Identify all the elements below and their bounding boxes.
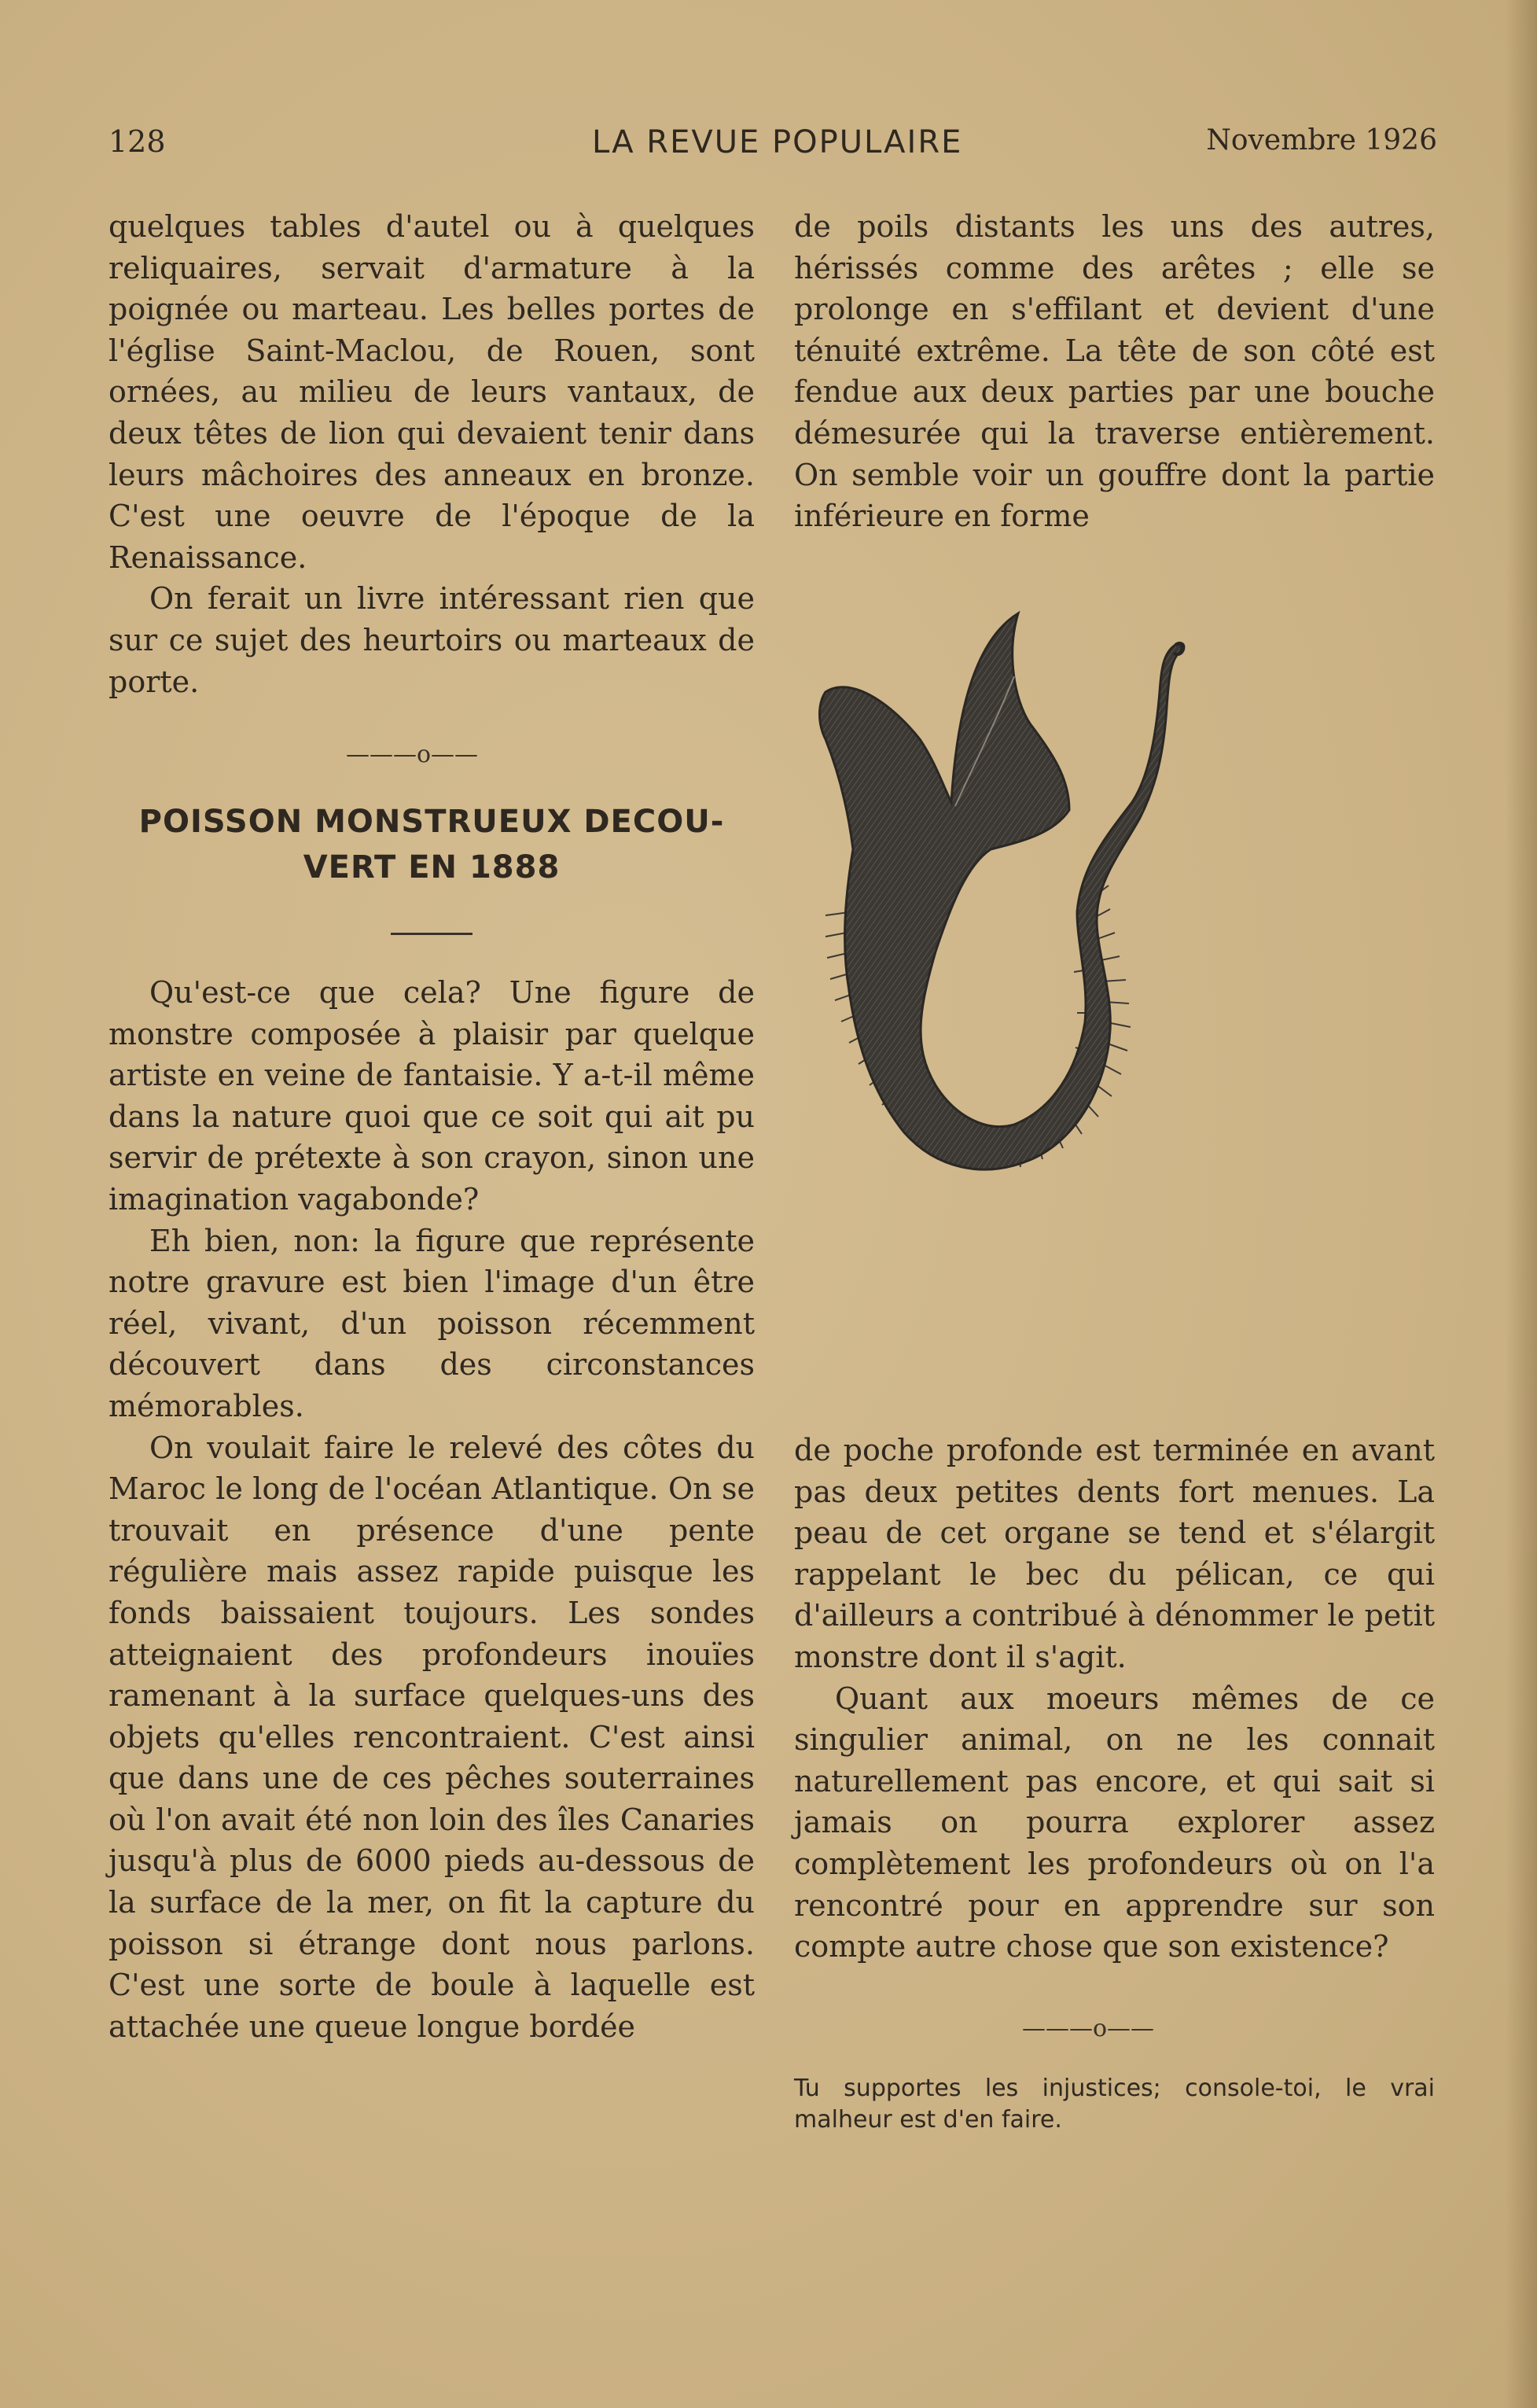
- title-rule: [391, 933, 472, 935]
- paragraph: de poche profonde est terminée en avant pas deux petites dents fort menues. La peau de cet organe se tend et s'élargit rappelant le bec du pélican, ce qui d'ailleurs a contribué à dénommer le petit monstre dont il s'agit.: [794, 1433, 1435, 1674]
- article-title-line: VERT EN 1888: [303, 849, 561, 886]
- article-title-line: POISSON MONSTRUEUX DECOU-: [138, 804, 725, 840]
- fish-body: [820, 613, 1182, 1169]
- paragraph: On voulait faire le relevé des côtes du Maroc le long de l'océan Atlantique. On se trouvait en présence d'une pente régulière mais assez rapide puisque les fonds baissaient toujours. Les sondes atteignaient des profondeurs inouïes ramenant à la surface quelques-uns des objets qu'elles rencontraient. C'est ainsi que dans une de ces pêches souterraines où l'on avait été non loin des îles Canaries jusqu'à plus de 6000 pieds au-dessous de la surface de la mer, on fit la capture du poisson si étrange dont nous parlons. C'est une sorte de boule à laquelle est attachée une queue longue bordée: [108, 1430, 755, 2044]
- page-edge-shadow: [1506, 0, 1537, 2408]
- paragraph: de poils distants les uns des autres, hérissés comme des arêtes ; elle se prolonge en s'effilant et devient d'une ténuité extrême. La tête de son côté est fendue aux deux parties par une bouche démesurée qui la traverse entièrement. On semble voir un gouffre dont la partie inférieure en forme: [794, 209, 1435, 534]
- page-number: 128: [108, 124, 166, 159]
- article-title: [108, 799, 755, 890]
- paragraph: Eh bien, non: la figure que représente notre gravure est bien l'image d'un être réel, vivant, d'un poisson récemment découvert dans des circonstances mémorables.: [108, 1223, 755, 1423]
- fish-engraving-illustration: [818, 582, 1415, 1404]
- article-right-column-top: [794, 206, 1435, 537]
- separator-ornament: ———o——: [346, 741, 479, 768]
- separator-ornament: ———o——: [1022, 2015, 1155, 2042]
- paragraph: quelques tables d'autel ou à quelques reliquaires, servait d'armature à la poignée ou marteau. Les belles portes de l'église Saint-Maclou, de Rouen, sont ornées, au milieu de leurs vantaux, de deux têtes de lion qui devaient tenir dans leurs mâchoires des anneaux en bronze. C'est une oeuvre de l'époque de la Renaissance.: [108, 209, 755, 575]
- paragraph: On ferait un livre intéressant rien que sur ce sujet des heurtoirs ou marteaux de porte.: [108, 581, 755, 699]
- paragraph: Qu'est-ce que cela? Une figure de monstre composée à plaisir par quelque artiste en veine de fantaisie. Y a-t-il même dans la nature quoi que ce soit qui ait pu servir de prétexte à son crayon, sinon une imagination vagabonde?: [108, 975, 755, 1217]
- running-header: [108, 124, 1437, 171]
- article-left-column: [108, 972, 755, 2047]
- previous-article-ending: [108, 206, 755, 702]
- issue-date: Novembre 1926: [1206, 124, 1437, 156]
- closing-maxim: Tu supportes les injustices; console-toi, le vrai malheur est d'en faire.: [794, 2075, 1435, 2134]
- journal-title: LA REVUE POPULAIRE: [592, 124, 963, 160]
- paragraph: Quant aux moeurs mêmes de ce singulier animal, on ne les connait naturellement pas encore, et qui sait si jamais on pourra explorer assez complètement les profondeurs où on l'a rencontré pour en apprendre sur son compte autre chose que son existence?: [794, 1681, 1435, 1964]
- article-right-column-bottom: [794, 1430, 1435, 1968]
